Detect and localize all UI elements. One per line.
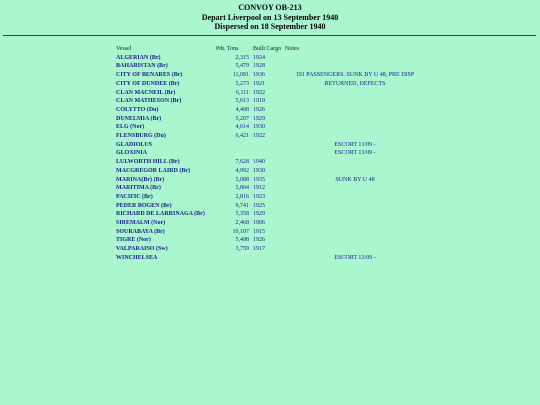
table-row	[116, 158, 425, 167]
table-row	[116, 184, 425, 193]
vessel-cell: LULWORTH HILL (Br)	[116, 159, 180, 166]
notes-cell	[285, 158, 425, 167]
notes-cell	[285, 219, 425, 228]
tons-cell: 6,421	[235, 133, 249, 140]
built-cell: 1921	[253, 80, 265, 87]
table-header-row	[116, 45, 425, 54]
table-row	[116, 132, 425, 141]
tons-cell: 6,111	[235, 89, 249, 96]
notes-cell	[285, 62, 425, 71]
tons-cell: 5,479	[235, 63, 249, 70]
table-row	[116, 97, 425, 106]
built-cell	[253, 141, 285, 150]
vessel-cell: GLOXINIA	[116, 150, 148, 157]
column-header-cargo: Cargo	[266, 46, 282, 52]
notes-cell: ESCORT 13/09 -	[334, 141, 376, 148]
tons-cell	[216, 254, 253, 263]
built-cell: 1915	[253, 228, 265, 235]
column-header-vessel: Vessel	[116, 46, 132, 52]
tons-cell: 5,088	[235, 176, 249, 183]
notes-cell	[285, 115, 425, 124]
built-cell: 1925	[253, 202, 265, 209]
table-row	[116, 54, 425, 63]
table-row	[116, 62, 425, 71]
built-cell: 1940	[253, 159, 265, 166]
convoy-header	[0, 3, 540, 32]
convoy-table	[116, 45, 425, 263]
tons-cell: 5,207	[235, 115, 249, 122]
notes-cell	[285, 123, 425, 132]
table-row	[116, 71, 425, 80]
notes-cell: 191 PASSENGERS. SUNK BY U 48, PRE DISP	[295, 72, 415, 79]
built-cell: 1922	[253, 89, 265, 96]
built-cell	[253, 149, 285, 158]
built-cell: 1929	[253, 115, 265, 122]
vessel-cell: ELG (Nor)	[116, 124, 145, 131]
table-row	[116, 236, 425, 245]
vessel-cell: SOURABAYA (Br)	[116, 228, 165, 235]
built-cell: 1930	[253, 167, 265, 174]
vessel-cell: MARITIMA (Br)	[116, 185, 161, 192]
vessel-cell: BAHARISTAN (Br)	[116, 63, 168, 70]
tons-cell	[216, 141, 253, 150]
vessel-cell: SIREMALM (Nor)	[116, 220, 166, 227]
built-cell	[253, 254, 285, 263]
notes-cell	[285, 236, 425, 245]
tons-cell: 5,273	[235, 80, 249, 87]
notes-cell	[285, 132, 425, 141]
table-row	[116, 106, 425, 115]
built-cell: 1928	[253, 63, 265, 70]
vessel-cell: MACGREGOR LAIRD (Br)	[116, 167, 190, 174]
depart-line: Depart Liverpool on 13 September 1940	[201, 12, 339, 22]
notes-cell: RETURNED, DEFECTS	[324, 80, 386, 87]
built-cell: 1922	[253, 133, 265, 140]
vessel-cell: VALPARAISO (Sw)	[116, 246, 168, 253]
vessel-cell: GLADIOLUS	[116, 141, 153, 148]
table-row	[116, 176, 425, 185]
tons-cell: 2,315	[235, 54, 249, 61]
vessel-cell: CLAN MACNEIL (Br)	[116, 89, 176, 96]
column-header-notes: Notes	[285, 46, 299, 52]
notes-cell	[285, 245, 425, 254]
tons-cell: 4,408	[235, 106, 249, 113]
built-cell: 1923	[253, 193, 265, 200]
notes-cell	[285, 184, 425, 193]
tons-cell: 5,358	[235, 211, 249, 218]
vessel-cell: TIGRE (Nor)	[116, 237, 151, 244]
vessel-cell: FLENSBURG (Du)	[116, 133, 166, 140]
table-row	[116, 228, 425, 237]
built-cell: 1906	[253, 220, 265, 227]
built-cell: 1929	[253, 211, 265, 218]
notes-cell	[285, 202, 425, 211]
dispersed-line: Dispersed on 18 September 1940	[214, 22, 326, 31]
built-cell: 1917	[253, 246, 265, 253]
table-row	[116, 254, 425, 263]
table-row	[116, 123, 425, 132]
tons-cell	[216, 149, 253, 158]
tons-cell: 5,804	[235, 185, 249, 192]
built-cell: 1935	[253, 176, 265, 183]
column-header-tons: Pdt. Tons	[216, 46, 239, 52]
vessel-cell: MARINA(Br) (Br)	[116, 176, 165, 183]
built-cell: 1930	[253, 124, 265, 131]
table-row	[116, 80, 425, 89]
vessel-cell: ALGERIAN (Br)	[116, 54, 161, 61]
column-header-built: Built	[253, 46, 266, 52]
vessel-cell: WINCHELSEA	[116, 254, 158, 261]
tons-cell: 2,816	[235, 193, 249, 200]
tons-cell: 2,468	[235, 220, 249, 227]
built-cell: 1924	[253, 54, 265, 61]
convoy-title: CONVOY OB-213	[238, 3, 302, 12]
notes-cell	[285, 97, 425, 106]
built-cell: 1926	[253, 106, 265, 113]
tons-cell: 5,613	[235, 98, 249, 105]
table-row	[116, 210, 425, 219]
tons-cell: 3,759	[235, 246, 249, 253]
vessel-cell: CITY OF DUNDEE (Br)	[116, 80, 180, 87]
tons-cell: 5,498	[235, 237, 249, 244]
table-row	[116, 141, 425, 150]
notes-cell	[285, 167, 425, 176]
vessel-cell: COLYTTO (Du)	[116, 106, 159, 113]
vessel-cell: DUNELMIA (Br)	[116, 115, 162, 122]
vessel-cell: CLAN MATHESON (Br)	[116, 98, 182, 105]
table-row	[116, 202, 425, 211]
table-row	[116, 115, 425, 124]
tons-cell: 7,628	[235, 159, 249, 166]
header-divider	[3, 35, 536, 36]
notes-cell	[285, 106, 425, 115]
notes-cell	[285, 210, 425, 219]
table-row	[116, 89, 425, 98]
notes-cell: ESCORT 13/09 -	[334, 254, 376, 261]
tons-cell: 4,992	[235, 167, 249, 174]
tons-cell: 9,741	[235, 202, 249, 209]
notes-cell: SUNK BY U 48	[335, 176, 375, 183]
tons-cell: 4,014	[235, 124, 249, 131]
notes-cell	[285, 89, 425, 98]
vessel-cell: CITY OF BENARES (Br)	[116, 72, 183, 79]
built-cell: 1912	[253, 185, 265, 192]
notes-cell	[285, 193, 425, 202]
table-row	[116, 167, 425, 176]
built-cell: 1926	[253, 237, 265, 244]
table-row	[116, 149, 425, 158]
notes-cell	[285, 54, 425, 63]
column-header-built-cargo	[253, 45, 285, 54]
built-cell: 1919	[253, 98, 265, 105]
vessel-cell: PACIFIC (Br)	[116, 193, 153, 200]
vessel-cell: RICHARD DE LARRINAGA (Br)	[116, 211, 205, 218]
table-row	[116, 245, 425, 254]
tons-cell: 11,081	[232, 72, 249, 79]
table-row	[116, 219, 425, 228]
vessel-cell: PEDER BOGEN (Br)	[116, 202, 172, 209]
notes-cell: ESCORT 13/09 -	[334, 150, 376, 157]
built-cell: 1936	[253, 72, 265, 79]
tons-cell: 10,107	[232, 228, 249, 235]
table-row	[116, 193, 425, 202]
notes-cell	[285, 228, 425, 237]
